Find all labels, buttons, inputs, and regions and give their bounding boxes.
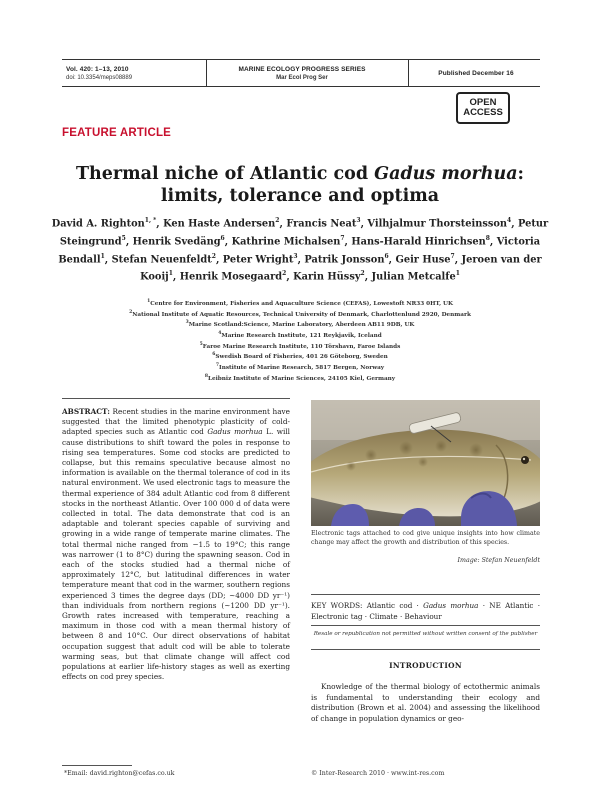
abstract	[62, 407, 290, 682]
abstract-text-cont: L. will cause distributions to shift toward the poles in response to rising sea temperatures. Some cod stocks are predicted to collapse, but this remains speculative because almost no information is available on the thermal tolerance of cod in its natural environment. We used electronic tags to measure the thermal experience of 384 adult Atlantic cod from 8 different stocks in the northeast Atlantic. Over 100 000 d of data were collected in total. The data demonstrate that cod is an adaptable and tolerant species capable of surviving and growing in a wide range of temperate marine climates. The total thermal niche ranged from −1.5 to 19°C; this range was narrower (1 to 8°C) during the spawning season. Cod in each of the stocks studied had a thermal niche of approximately 12°C, but latitudinal differences in water temperature meant that cod in the warmer, southern regions experienced 3 times the degree days (DD; ~4000 DD yr⁻¹) than individuals from northern regions (~1200 DD yr⁻¹). Growth rates increased with temperature, reaching a maximum in those cod with a mean thermal history of between 8 and 10°C. Our direct observations of habitat occupation suggest that adult cod will be able to tolerate warming seas, but that climate change will affect cod populations at earlier life-history stages as well as exerting effects on cod prey species.	[62, 427, 290, 682]
author-affiliation-mark: 7	[340, 234, 345, 242]
author-affiliation-mark: 7	[450, 252, 455, 260]
published-block	[414, 60, 538, 86]
open-access-badge	[456, 92, 510, 124]
keywords	[311, 601, 540, 622]
author-affiliation-mark: 1	[168, 270, 173, 278]
author-name: Francis Neat	[286, 218, 357, 230]
corresponding-email[interactable]: *Email: david.righton@cefas.co.uk	[64, 770, 175, 777]
keywords-text: Atlantic cod ·	[362, 601, 424, 610]
author-name: Kathrine Michalsen	[231, 236, 341, 248]
open-access-line1: OPEN	[469, 97, 497, 108]
journal-block	[212, 60, 392, 86]
author-name: David A. Righton	[51, 218, 145, 230]
author-name: Peter Wright	[222, 253, 294, 265]
author-name: Ken Haste Andersen	[163, 218, 276, 230]
abstract-text: Recent studies in the marine environment have suggested that the limited phenotypic plasticity of cold-adapted species such as Atlantic cod	[62, 407, 290, 437]
affiliation-item: $^1$Centre for Environment, Fisheries and Aquaculture Science (CEFAS), Lowestoft NR33 0HT, UK	[147, 299, 453, 307]
volume-info: Vol. 420: 1–13, 2010	[66, 65, 129, 73]
author-affiliation-mark: 3	[356, 217, 361, 224]
author-affiliation-mark: 6	[220, 234, 225, 242]
cod-tag-photo	[311, 400, 540, 526]
author-affiliation-mark: 2	[275, 217, 280, 224]
article-title	[0, 163, 600, 207]
doi-link[interactable]: doi: 10.3354/meps08889	[66, 74, 133, 81]
introduction-paragraph: Knowledge of the thermal biology of ectothermic animals is fundamental to understanding their ecology and distribution (Brown et al. 2004) and assessing the likelihood of change in population dynamics or geo-	[311, 682, 540, 723]
journal-name: MARINE ECOLOGY PROGRESS SERIES	[238, 65, 366, 73]
title-species: Gadus morhua	[374, 164, 518, 184]
author-affiliation-mark: 3	[293, 252, 298, 260]
open-access-line2: ACCESS	[463, 107, 503, 118]
author-affiliation-mark: 1	[100, 252, 105, 260]
author-affiliation-mark: 2	[211, 252, 216, 260]
keywords-label: KEY WORDS:	[311, 601, 363, 610]
abstract-label: ABSTRACT:	[62, 407, 110, 416]
author-name: Victoria Bendall	[58, 236, 541, 265]
title-line2: limits, tolerance and optima	[160, 186, 440, 206]
affiliation-list	[40, 298, 560, 384]
header-divider	[408, 60, 409, 86]
affiliation-item: $^3$Marine Scotland:Science, Marine Laboratory, Aberdeen AB11 9DB, UK	[185, 320, 415, 329]
affiliation-item: $^7$Institute of Marine Research, 5817 Bergen, Norway	[215, 363, 385, 372]
author-name: Julian Metcalfe	[371, 271, 456, 283]
author-name: Henrik Svedäng	[132, 236, 221, 248]
author-name: Petur Steingrund	[59, 218, 549, 248]
keywords-text-cont: · NE Atlantic · Electronic tag · Climate · Behaviour	[311, 601, 541, 621]
keywords-species: Gadus morhua	[423, 601, 479, 610]
footnote-divider	[62, 765, 132, 766]
affiliation-item: $^8$Leibniz Institute of Marine Sciences, 24105 Kiel, Germany	[204, 373, 396, 382]
resale-notice: Resale or republication not permitted without written consent of the publisher	[313, 631, 538, 637]
introduction-text	[311, 682, 540, 724]
journal-header	[62, 59, 540, 87]
author-affiliation-mark: 1	[455, 270, 460, 278]
copyright-notice: © Inter-Research 2010 · www.int-res.com	[311, 770, 445, 777]
title-text: Thermal niche of Atlantic cod	[75, 164, 375, 184]
author-name: Geir Huse	[395, 253, 451, 265]
title-colon: :	[517, 164, 525, 184]
author-name: Stefan Neuenfeldt	[111, 253, 212, 265]
divider	[311, 649, 540, 650]
affiliation-item: $^4$Marine Research Institute, 121 Reykjavik, Iceland	[218, 331, 382, 339]
author-name: Karin Hüssy	[293, 271, 361, 283]
divider	[62, 398, 290, 399]
author-affiliation-mark: 5	[121, 234, 126, 242]
header-divider	[206, 60, 207, 86]
figure-caption: Electronic tags attached to cod give unique insights into how climate change may affect the growth and distribution of this species.	[311, 530, 540, 546]
section-heading: INTRODUCTION	[389, 661, 462, 670]
author-affiliation-mark: 1, *	[144, 217, 157, 224]
divider	[311, 625, 540, 626]
published-date: Published December 16	[438, 69, 514, 77]
author-affiliation-mark: 6	[384, 252, 389, 260]
affiliation-item: $^6$Swedish Board of Fisheries, 401 26 Göteborg, Sweden	[212, 352, 388, 361]
author-name: Henrik Mosegaard	[179, 271, 283, 283]
image-credit: Image: Stefan Neuenfeldt	[457, 557, 540, 564]
author-affiliation-mark: 8	[485, 234, 490, 242]
author-affiliation-mark: 2	[282, 270, 287, 278]
abstract-species: Gadus morhua	[207, 427, 263, 437]
author-list: David A. Righton$^{1, *}$, Ken Haste Andersen$^2$, Francis Neat$^3$, Vilhjalmur Thorsteinsson$^4$, Petur Steingrund$^5$, Henrik Svedäng$^6$, Kathrine Michalsen$^7$, Hans-Harald Hinrichsen$^8$, Victoria Bendall$^1$, Stefan Neuenfeldt$^2$, Peter Wright$^3$, Patrik Jonsson$^6$, Geir Huse$^7$, Jeroen van der Kooij$^1$, Henrik Mosegaard$^2$, Karin Hüssy$^2$, Julian Metcalfe$^1$	[51, 217, 549, 283]
author-name: Vilhjalmur Thorsteinsson	[367, 218, 508, 230]
author-affiliation-mark: 4	[507, 217, 512, 224]
author-name: Jeroen van der Kooij	[140, 253, 542, 283]
volume-block	[66, 60, 180, 86]
affiliation-item: $^2$National Institute of Aquatic Resources, Technical University of Denmark, Charlottenlund 2920, Denmark	[129, 309, 471, 318]
feature-label: FEATURE ARTICLE	[62, 127, 172, 139]
cod-photo-illustration	[311, 400, 540, 526]
author-name: Patrik Jonsson	[304, 253, 385, 265]
affiliation-item: $^5$Faroe Marine Research Institute, 110 Törshavn, Faroe Islands	[199, 341, 401, 350]
journal-abbrev: Mar Ecol Prog Ser	[276, 74, 328, 81]
author-affiliation-mark: 2	[360, 270, 365, 278]
author-name: Hans-Harald Hinrichsen	[351, 236, 486, 248]
divider	[311, 594, 540, 595]
